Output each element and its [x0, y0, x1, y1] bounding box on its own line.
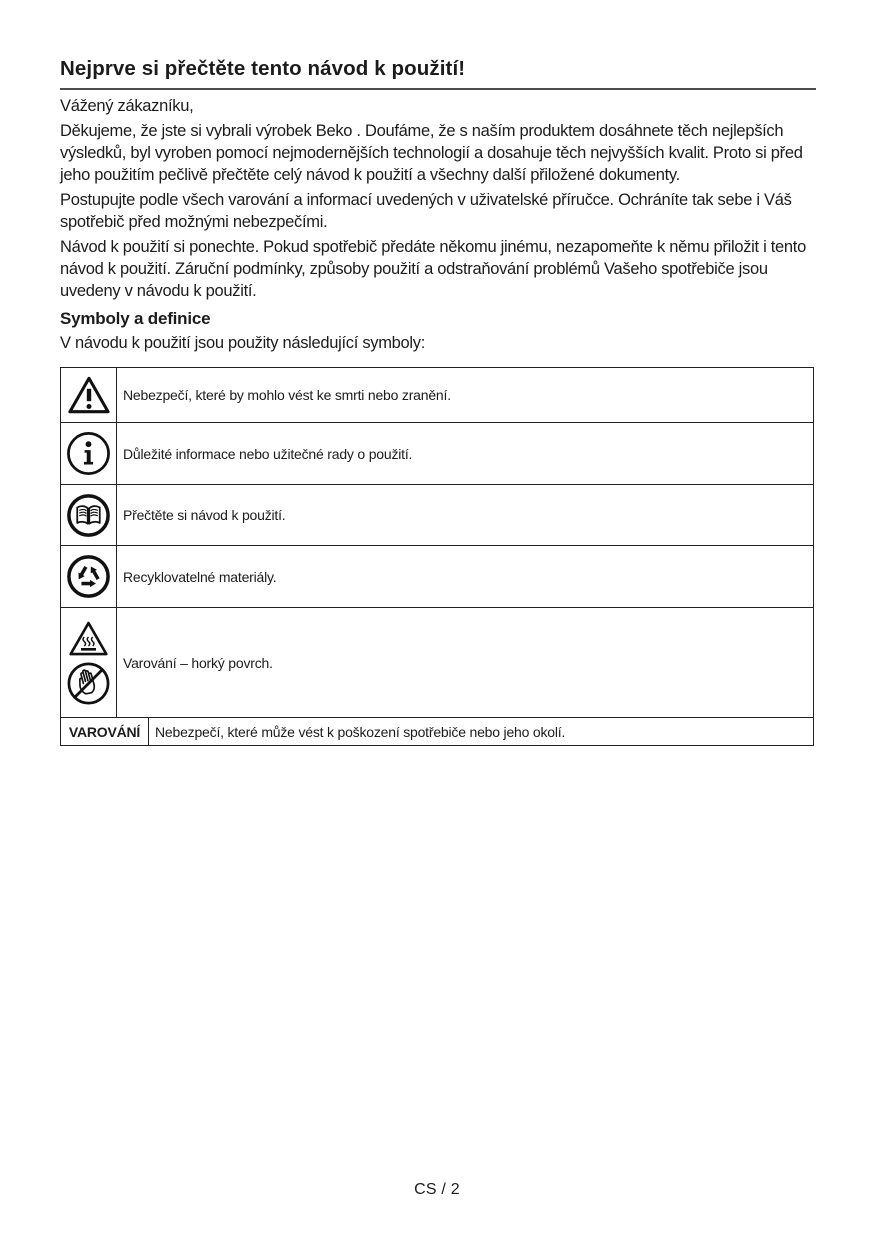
- table-row: [61, 423, 813, 485]
- table-row: [61, 368, 813, 423]
- intro-paragraph: Návod k použití si ponechte. Pokud spotřebič předáte někomu jinému, nezapomeňte k němu přiložit i tento návod k použití. Záruční podmínky, způsoby použití a odstraňování problémů Vašeho spotřebiče jsou uvedeny v návodu k použití.: [60, 238, 806, 300]
- danger-triangle-icon: [66, 374, 112, 416]
- read-manual-icon: [65, 492, 112, 539]
- info-icon: [65, 430, 112, 477]
- no-touch-icon: [65, 660, 112, 707]
- icon-cell: [61, 423, 117, 484]
- symbol-description: Nebezpečí, které by mohlo vést ke smrti nebo zranění.: [123, 387, 451, 403]
- symbols-heading: Symboly a definice: [60, 309, 211, 328]
- icon-cell: [61, 608, 117, 717]
- intro-paragraph: Vážený zákazníku,: [60, 97, 194, 115]
- intro-text: [60, 95, 816, 302]
- intro-paragraph: Děkujeme, že jste si vybrali výrobek Beko . Doufáme, že s naším produktem dosáhnete těch nejlepších výsledků, byl vyroben pomocí nejmodernějších technologií a dosahuje těch nejvyšších kvalit. Proto si před jeho použitím pečlivě přečtěte celý návod k použití a všechny další přiložené dokumenty.: [60, 122, 803, 184]
- warning-description: Nebezpečí, které může vést k poškození spotřebiče nebo jeho okolí.: [155, 723, 566, 740]
- page-number: CS / 2: [414, 1181, 460, 1198]
- symbol-description: Varování – horký povrch.: [123, 654, 273, 671]
- hot-surface-icon: [66, 619, 111, 659]
- symbol-description: Recyklovatelné materiály.: [123, 568, 277, 585]
- manual-page: [60, 57, 816, 746]
- intro-paragraph: Postupujte podle všech varování a informací uvedených v uživatelské příručce. Ochráníte tak sebe i Váš spotřebič před možnými nebezpečími.: [60, 191, 792, 231]
- table-row: [61, 485, 813, 546]
- icon-cell: [61, 485, 117, 545]
- page-title: Nejprve si přečtěte tento návod k použití!: [60, 57, 816, 90]
- warning-label: VAROVÁNÍ: [61, 718, 149, 745]
- symbol-description: Přečtěte si návod k použití.: [123, 507, 286, 523]
- table-row: [61, 608, 813, 718]
- icon-cell: [61, 546, 117, 607]
- table-row: [61, 546, 813, 608]
- recycle-icon: [65, 553, 112, 600]
- table-row-warning: [61, 718, 813, 745]
- icon-cell: [61, 368, 117, 422]
- symbol-description: Důležité informace nebo užitečné rady o použití.: [123, 445, 413, 462]
- symbols-lead: V návodu k použití jsou použity následující symboly:: [60, 334, 426, 352]
- symbols-table: [60, 367, 814, 746]
